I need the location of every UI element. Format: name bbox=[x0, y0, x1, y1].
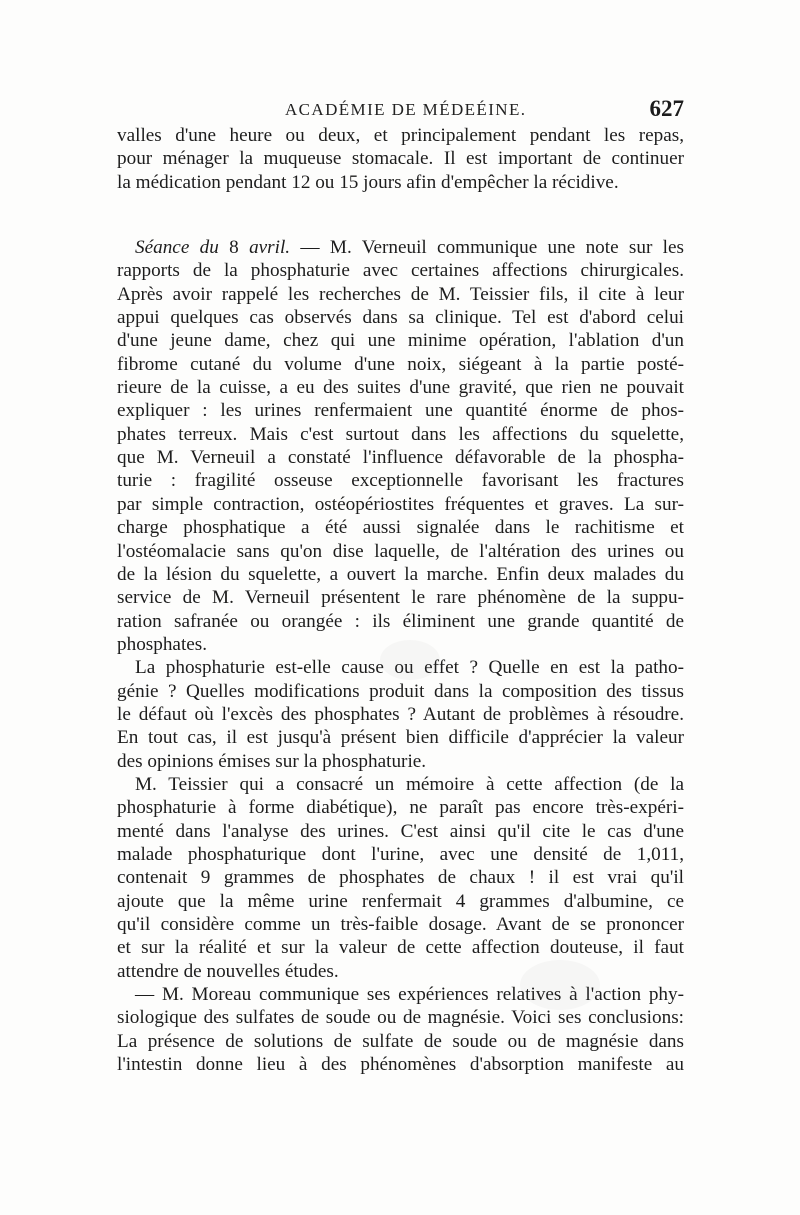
text-line: siologique des sulfates de soude ou de magnésie. Voici ses conclusions: bbox=[117, 1007, 684, 1029]
paragraph-seance bbox=[117, 236, 684, 656]
text-line: que M. Verneuil a constaté l'influence défavorable de la phospha- bbox=[117, 447, 684, 469]
session-month: avril. bbox=[249, 237, 291, 259]
running-head bbox=[117, 98, 684, 124]
text-line: service de M. Verneuil présentent le rare phénomène de la suppu- bbox=[117, 587, 684, 609]
text-line: charge phosphatique a été aussi signalée dans le rachitisme et bbox=[117, 517, 684, 539]
text-line: le défaut où l'excès des phosphates ? Autant de problèmes à résoudre. bbox=[117, 703, 684, 725]
text-line: phates terreux. Mais c'est surtout dans les affections du squelette, bbox=[117, 423, 684, 445]
text-line: fibrome cutané du volume d'une noix, siégeant à la partie posté- bbox=[117, 353, 684, 375]
session-day: 8 bbox=[218, 237, 250, 259]
text-line: rieure de la cuisse, a eu des suites d'une gravité, que rien ne pouvait bbox=[117, 377, 684, 399]
text-line: appui quelques cas observés dans sa clinique. Tel est d'abord celui bbox=[117, 307, 684, 329]
text-line: — M. Moreau communique ses expériences relatives à l'action phy- bbox=[135, 984, 684, 1006]
body-text bbox=[117, 124, 684, 1076]
text-line: l'ostéomalacie sans qu'on dise laquelle, de l'altération des urines ou bbox=[117, 540, 684, 562]
text-line: Après avoir rappelé les recherches de M. Teissier fils, il cite à leur bbox=[117, 283, 684, 305]
text-line: génie ? Quelles modifications produit dans la composition des tissus bbox=[117, 680, 684, 702]
text-line: d'une jeune dame, chez qui une minime opération, l'ablation d'un bbox=[117, 330, 684, 352]
text-line: l'intestin donne lieu à des phénomènes d'absorption manifeste au bbox=[117, 1054, 684, 1076]
paper-stain bbox=[520, 960, 600, 1010]
text-line: En tout cas, il est jusqu'à présent bien difficile d'apprécier la valeur bbox=[117, 727, 684, 749]
text-line: par simple contraction, ostéopériostites fréquentes et graves. La sur- bbox=[117, 493, 684, 515]
text-line: pour ménager la muqueuse stomacale. Il est important de continuer bbox=[117, 148, 684, 170]
session-lead-text: — M. Verneuil communique une note sur les bbox=[290, 237, 684, 259]
text-line: La phosphaturie est-elle cause ou effet ? Quelle en est la patho- bbox=[135, 657, 684, 679]
paragraph-teissier bbox=[117, 773, 684, 983]
paper-stain bbox=[380, 640, 440, 680]
text-line: de la lésion du squelette, a ouvert la marche. Enfin deux malades du bbox=[117, 563, 684, 585]
text-line: ration safranée ou orangée : ils éliminent une grande quantité de bbox=[117, 610, 684, 632]
text-line: des opinions émises sur la phosphaturie. bbox=[117, 750, 427, 772]
text-line: qu'il considère comme un très-faible dosage. Avant de se prononcer bbox=[117, 914, 684, 935]
text-line: La présence de solutions de sulfate de soude ou de magnésie dans bbox=[117, 1030, 684, 1052]
section-gap bbox=[117, 194, 684, 236]
text-line: la médication pendant 12 ou 15 jours afin d'empêcher la récidive. bbox=[117, 171, 619, 193]
session-label: Séance du bbox=[135, 237, 219, 259]
text-line: valles d'une heure ou deux, et principalement pendant les repas, bbox=[117, 125, 684, 146]
text-line: et sur la réalité et sur la valeur de cette affection douteuse, il faut bbox=[117, 937, 684, 959]
running-title: ACADÉMIE DE MÉDEÉINE. bbox=[285, 100, 527, 119]
text-line: attendre de nouvelles études. bbox=[117, 960, 339, 982]
text-line: phosphates. bbox=[117, 633, 208, 655]
text-line: rapports de la phosphaturie avec certaines affections chirurgicales. bbox=[117, 260, 684, 282]
text-line: M. Teissier qui a consacré un mémoire à cette affection (de la bbox=[135, 773, 684, 795]
text-line: phosphaturie à forme diabétique), ne paraît pas encore très-expéri- bbox=[117, 797, 684, 819]
paragraph-continuation bbox=[117, 124, 684, 194]
text-line bbox=[117, 236, 684, 259]
text-line: expliquer : les urines renfermaient une quantité énorme de phos- bbox=[117, 400, 684, 422]
page-number: 627 bbox=[649, 96, 684, 121]
text-line: malade phosphaturique dont l'urine, avec une densité de 1,011, bbox=[117, 843, 684, 865]
paragraph-moreau bbox=[117, 983, 684, 1076]
text-line: menté dans l'analyse des urines. C'est ainsi qu'il cite le cas d'une bbox=[117, 820, 684, 842]
text-line: ajoute que la même urine renfermait 4 grammes d'albumine, ce bbox=[117, 890, 684, 912]
text-line: turie : fragilité osseuse exceptionnelle favorisant les fractures bbox=[117, 470, 684, 492]
text-line: contenait 9 grammes de phosphates de chaux ! il est vrai qu'il bbox=[117, 867, 684, 889]
